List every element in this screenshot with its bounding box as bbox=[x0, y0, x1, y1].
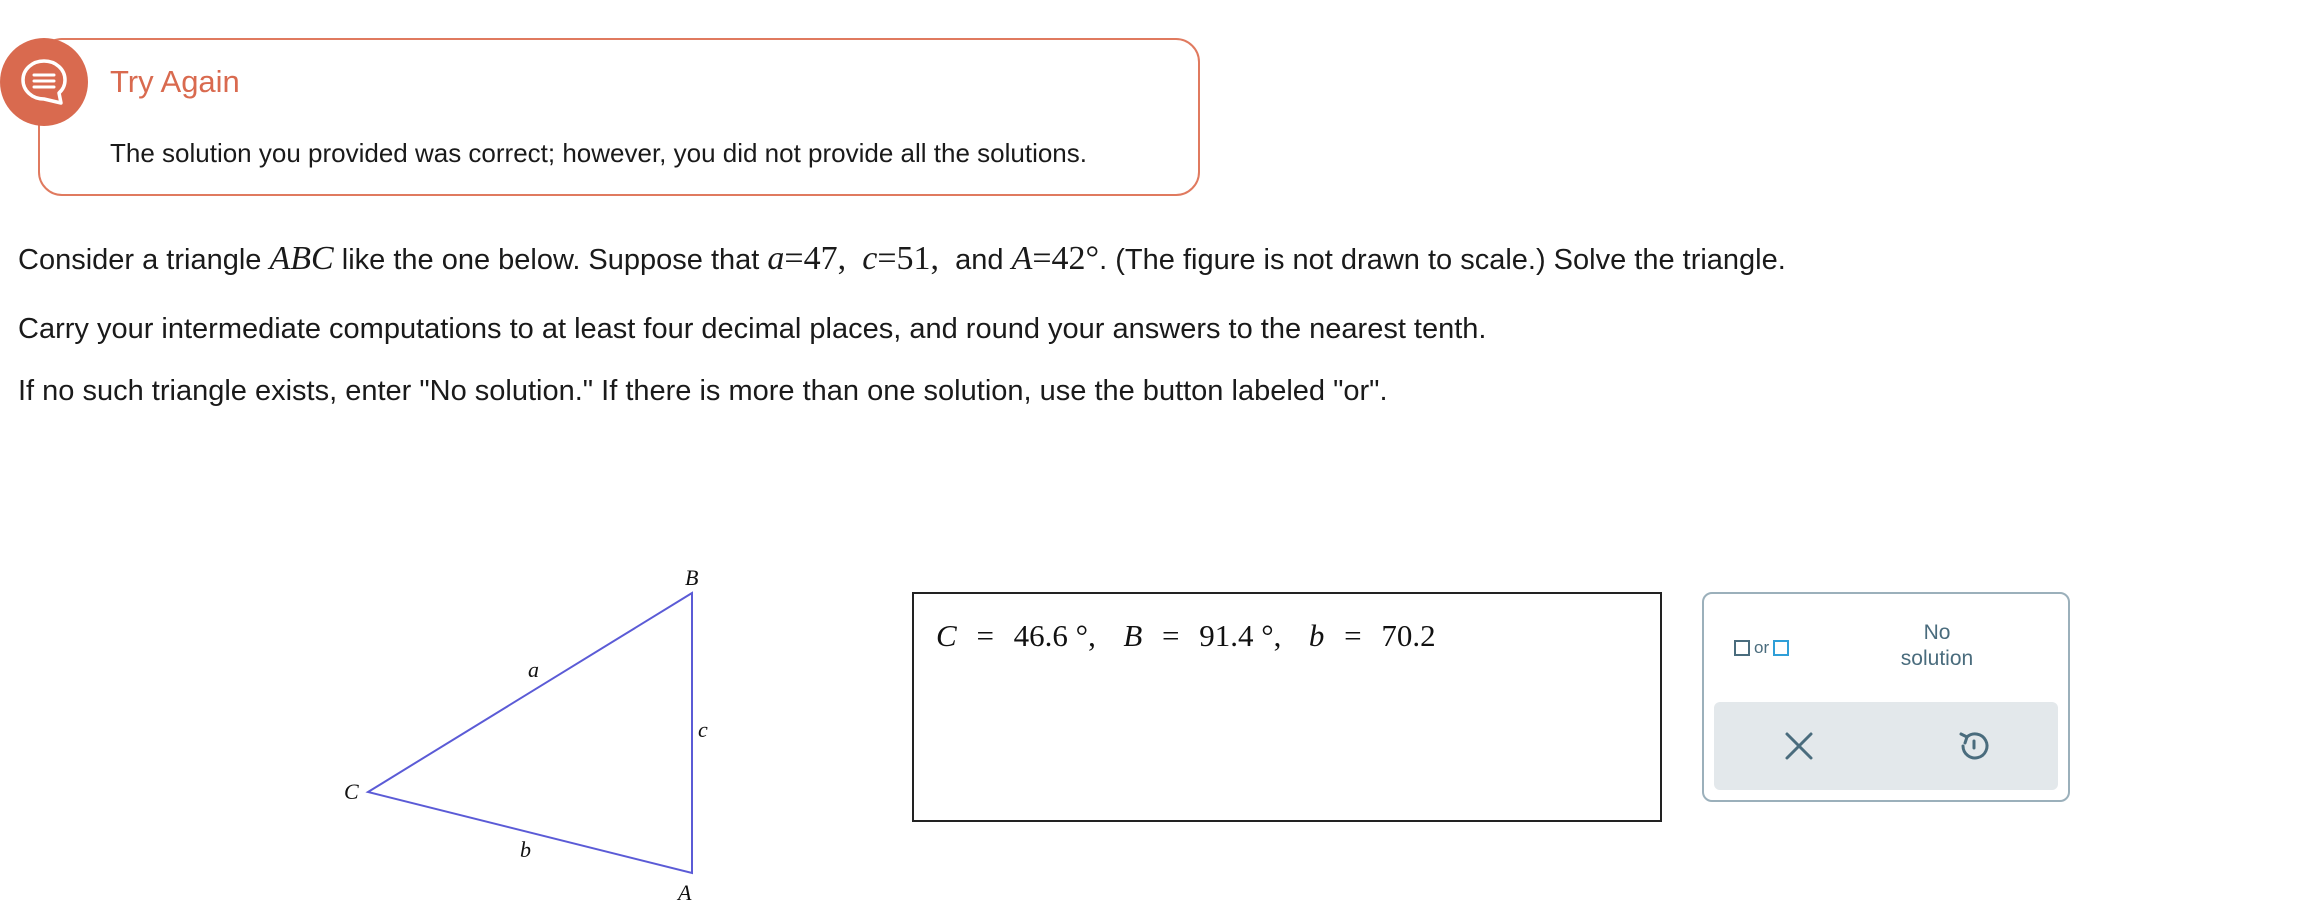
answer-expression[interactable] bbox=[936, 618, 1436, 654]
comma: , bbox=[1088, 618, 1096, 653]
answer-C-value[interactable]: 46.6 bbox=[1013, 618, 1068, 653]
vertex-C-label: C bbox=[344, 779, 359, 804]
and-word: and bbox=[955, 244, 1004, 276]
side-b-label: b bbox=[520, 837, 531, 862]
side-a-label: a bbox=[528, 657, 539, 682]
triangle-figure bbox=[320, 555, 740, 902]
answer-input-box[interactable] bbox=[912, 592, 1662, 822]
instruction-no-solution: If no such triangle exists, enter "No solution." If there is more than one solution, use the button labeled "or". bbox=[18, 375, 1388, 407]
problem-text-1: Consider a triangle bbox=[18, 244, 270, 276]
equals-sign: = bbox=[1162, 618, 1180, 653]
feedback-message: The solution you provided was correct; however, you did not provide all the solutions. bbox=[110, 138, 1087, 168]
answer-b-label: b bbox=[1308, 618, 1325, 653]
no-solution-button[interactable] bbox=[1832, 620, 2042, 678]
answer-B-label: B bbox=[1123, 618, 1143, 653]
vertex-B-label: B bbox=[685, 565, 699, 590]
given-A: A=42° bbox=[1011, 240, 1100, 277]
tool-palette bbox=[1702, 592, 2070, 802]
triangle-shape bbox=[368, 593, 692, 873]
degree-symbol: ° bbox=[1075, 618, 1089, 653]
given-a: a=47, bbox=[767, 240, 847, 277]
feedback-banner bbox=[38, 38, 1200, 196]
or-button[interactable] bbox=[1734, 630, 1808, 666]
degree-symbol: ° bbox=[1261, 618, 1274, 653]
comma: , bbox=[1273, 618, 1282, 653]
equals-sign: = bbox=[976, 618, 994, 653]
problem-text-2: like the one below. Suppose that bbox=[333, 244, 768, 276]
or-label: or bbox=[1754, 638, 1770, 657]
undo-icon bbox=[1956, 728, 1992, 764]
answer-b-value[interactable]: 70.2 bbox=[1381, 618, 1436, 653]
equals-sign: = bbox=[1344, 618, 1362, 653]
side-c-label: c bbox=[698, 717, 708, 742]
clear-button[interactable] bbox=[1769, 718, 1829, 774]
no-solution-label-1: No bbox=[1923, 621, 1951, 644]
problem-statement bbox=[18, 240, 1786, 278]
action-bar bbox=[1714, 702, 2058, 790]
close-icon bbox=[1782, 729, 1816, 763]
no-solution-label-2: solution bbox=[1900, 647, 1974, 670]
given-c: c=51, bbox=[862, 240, 939, 277]
vertex-A-label: A bbox=[678, 880, 692, 902]
answer-C-label: C bbox=[936, 618, 957, 653]
empty-box-icon bbox=[1734, 640, 1750, 656]
problem-text-3: . (The figure is not drawn to scale.) Solve the triangle. bbox=[1099, 244, 1786, 276]
feedback-title: Try Again bbox=[110, 64, 240, 99]
undo-button[interactable] bbox=[1944, 718, 2004, 774]
triangle-name: ABC bbox=[269, 240, 334, 277]
chat-bubble-icon bbox=[0, 38, 88, 126]
empty-box-icon bbox=[1773, 640, 1789, 656]
answer-B-value[interactable]: 91.4 bbox=[1199, 618, 1254, 653]
instruction-rounding: Carry your intermediate computations to at least four decimal places, and round your answers to the nearest tenth. bbox=[18, 313, 1487, 345]
